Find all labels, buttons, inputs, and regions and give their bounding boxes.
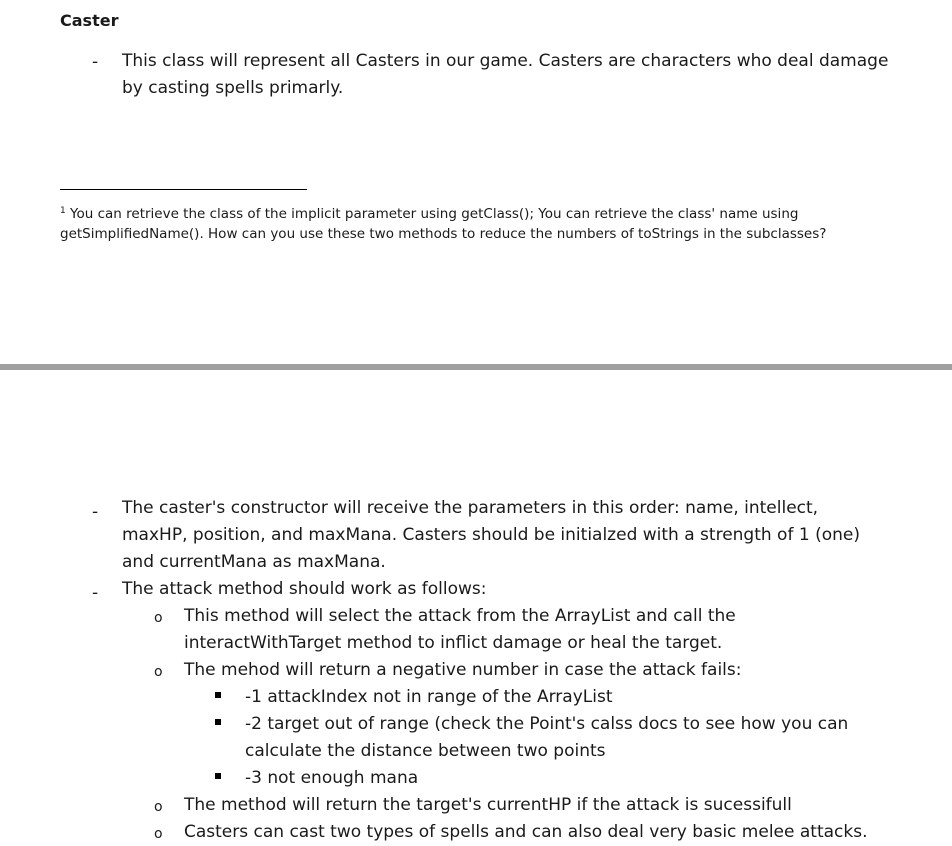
attack-intro: The attack method should work as follows:	[122, 579, 487, 599]
constructor-line-2: maxHP, position, and maxMana. Casters should be initialzed with a strength of 1 (one)	[122, 525, 860, 545]
attack-select-item	[184, 603, 736, 657]
intro-line-2: by casting spells primarly.	[122, 78, 344, 98]
footnote-line-2: getSimplifiedName(). How can you use these two methods to reduce the numbers of toStrings in the subclasses?	[60, 226, 827, 242]
square-bullet-icon	[215, 692, 221, 698]
attack-select-line-1: This method will select the attack from the ArrayList and call the	[184, 606, 736, 626]
section-heading: Caster	[60, 11, 119, 30]
page-break	[0, 364, 952, 370]
dash-bullet: -	[92, 502, 99, 522]
attack-negative-item: The mehod will return a negative number in case the attack fails:	[184, 660, 742, 680]
circle-bullet-icon: o	[154, 664, 163, 680]
error-code-3: -3 not enough mana	[245, 768, 419, 788]
dash-bullet: -	[92, 52, 99, 72]
intro-paragraph	[122, 48, 888, 102]
footnote-marker: 1	[60, 206, 66, 216]
error-code-2	[245, 711, 848, 765]
error-code-1: -1 attackIndex not in range of the ArrayList	[245, 687, 613, 707]
constructor-line-1: The caster's constructor will receive the parameters in this order: name, intellect,	[122, 498, 819, 518]
intro-line-1: This class will represent all Casters in our game. Casters are characters who deal damage	[122, 51, 889, 71]
footnote-line-1: You can retrieve the class of the implicit parameter using getClass(); You can retrieve the class' name using	[70, 206, 799, 222]
square-bullet-icon	[215, 719, 221, 725]
constructor-paragraph	[122, 495, 860, 576]
attack-success-item: The method will return the target's currentHP if the attack is sucessifull	[184, 795, 792, 815]
error-code-2-line-1: -2 target out of range (check the Point's calss docs to see how you can	[245, 714, 849, 734]
circle-bullet-icon: o	[154, 826, 163, 842]
constructor-line-3: and currentMana as maxMana.	[122, 552, 386, 572]
attack-spells-item: Casters can cast two types of spells and can also deal very basic melee attacks.	[184, 822, 868, 842]
attack-select-line-2: interactWithTarget method to inflict damage or heal the target.	[184, 633, 723, 653]
error-code-2-line-2: calculate the distance between two points	[245, 741, 606, 761]
footnote	[60, 201, 920, 244]
circle-bullet-icon: o	[154, 610, 163, 626]
footnote-separator	[60, 189, 307, 190]
circle-bullet-icon: o	[154, 799, 163, 815]
dash-bullet: -	[92, 583, 99, 603]
square-bullet-icon	[215, 773, 221, 779]
